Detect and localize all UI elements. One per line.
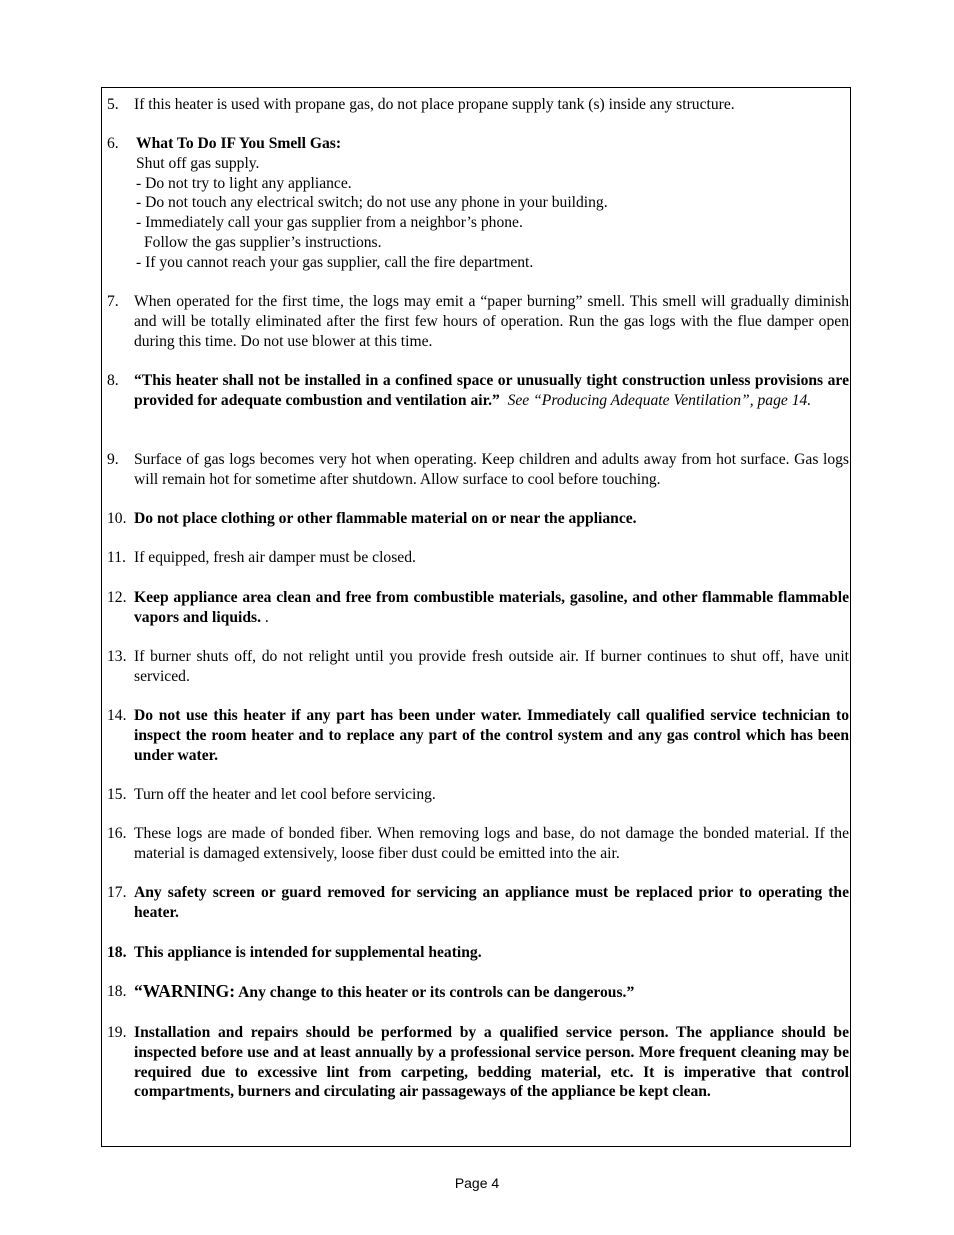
list-item-16 <box>102 824 849 864</box>
list-item-10 <box>102 509 849 529</box>
item-number: 12. <box>107 589 127 606</box>
item-bold-text: Any change to this heater or its controls can be dangerous.” <box>238 984 635 1001</box>
item-text: Do not use this heater if any part has been under water. Immediately call qualified service technician to inspect the room heater and to replace any part of the control system and any gas control which has been under water. <box>134 707 849 764</box>
item-number: 10. <box>107 510 127 527</box>
item-line: Follow the gas supplier’s instructions. <box>144 233 382 251</box>
safety-instructions-box <box>101 87 851 1147</box>
item-number: 18. <box>107 983 127 1000</box>
item-number: 6. <box>107 135 119 152</box>
item-bold-text: Keep appliance area clean and free from combustible materials, gasoline, and other flammable flammable vapors and liquids. <box>134 589 849 626</box>
page-number: Page 4 <box>454 1175 500 1191</box>
item-number: 9. <box>107 451 119 468</box>
item-number: 14. <box>107 707 127 724</box>
list-item-7 <box>102 292 849 351</box>
item-bold-text: “This heater shall not be installed in a confined space or unusually tight construction unless provisions are provided for adequate combustion and ventilation air.” <box>134 372 849 409</box>
item-number: 15. <box>107 786 127 803</box>
list-item-14 <box>102 706 849 765</box>
item-number: 13. <box>107 648 127 665</box>
item-text: Turn off the heater and let cool before servicing. <box>134 786 436 803</box>
item-trailing: . <box>260 608 269 626</box>
item-reference: See “Producing Adequate Ventilation”, page 14. <box>507 391 812 409</box>
item-number: 16. <box>107 825 127 842</box>
list-item-12 <box>102 588 849 628</box>
list-item-19 <box>102 1023 849 1102</box>
list-item-9 <box>102 450 849 490</box>
item-heading: What To Do IF You Smell Gas: <box>136 135 342 152</box>
item-line: - Immediately call your gas supplier from a neighbor’s phone. <box>136 214 523 232</box>
warning-label: “WARNING: <box>134 981 236 1001</box>
item-text: Surface of gas logs becomes very hot when operating. Keep children and adults away from hot surface. Gas logs will remain hot for sometime after shutdown. Allow surface to cool before touching. <box>134 451 849 488</box>
item-line: - Do not touch any electrical switch; do not use any phone in your building. <box>136 194 608 212</box>
list-item-13 <box>102 647 849 687</box>
item-text: This appliance is intended for supplemental heating. <box>134 944 482 961</box>
item-number: 8. <box>107 372 119 389</box>
item-text: When operated for the first time, the logs may emit a “paper burning” smell. This smell will gradually diminish and will be totally eliminated after the first few hours of operation. Run the gas logs with the flue damper open during this time. Do not use blower at this time. <box>134 293 849 350</box>
list-item-15 <box>102 785 849 805</box>
list-item-18-warning <box>102 982 849 1003</box>
item-text: Do not place clothing or other flammable material on or near the appliance. <box>134 510 637 527</box>
item-number: 18. <box>107 944 127 961</box>
item-text: If equipped, fresh air damper must be closed. <box>134 549 416 566</box>
item-number: 19. <box>107 1024 127 1041</box>
list-item-5 <box>102 95 849 115</box>
list-item-17 <box>102 883 849 923</box>
item-number: 7. <box>107 293 119 310</box>
list-item-8 <box>102 371 849 411</box>
item-text: If burner shuts off, do not relight until you provide fresh outside air. If burner continues to shut off, have unit serviced. <box>134 648 849 685</box>
item-text: Installation and repairs should be performed by a qualified service person. The appliance should be inspected before use and at least annually by a professional service person. More frequent cleaning may be required due to excessive lint from carpeting, bedding material, etc. It is imperative that control compartments, burners and circulating air passageways of the appliance be kept clean. <box>134 1024 849 1101</box>
list-item-6 <box>102 134 849 273</box>
list-item-11 <box>102 548 849 568</box>
item-text: These logs are made of bonded fiber. When removing logs and base, do not damage the bonded material. If the material is damaged extensively, loose fiber dust could be emitted into the air. <box>134 825 849 862</box>
item-text: If this heater is used with propane gas, do not place propane supply tank (s) inside any structure. <box>134 96 735 113</box>
list-item-18 <box>102 943 849 963</box>
item-line: - If you cannot reach your gas supplier, call the fire department. <box>136 253 534 271</box>
item-line: Shut off gas supply. <box>136 154 260 172</box>
item-line: - Do not try to light any appliance. <box>136 174 352 192</box>
item-number: 11. <box>107 549 126 566</box>
item-text: Any safety screen or guard removed for servicing an appliance must be replaced prior to operating the heater. <box>134 884 849 921</box>
item-number: 5. <box>107 96 119 113</box>
item-number: 17. <box>107 884 127 901</box>
